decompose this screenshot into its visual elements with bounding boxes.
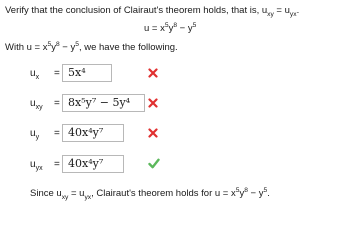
conclusion-eq: = u [68, 188, 85, 199]
prompt-text [5, 5, 299, 17]
conclusion-minus: − y [247, 188, 264, 199]
conclusion-text [30, 188, 270, 200]
row-ux-var: u [30, 68, 36, 79]
function-mid: y [168, 23, 174, 34]
with-line [5, 42, 178, 54]
with-exp3: 5 [75, 40, 79, 48]
incorrect-x-icon [148, 98, 158, 108]
conclusion-exp2: 8 [244, 186, 248, 194]
with-exp1: 5 [47, 40, 52, 48]
function-exp2: 8 [173, 21, 178, 29]
function-lhs: u = x [144, 23, 165, 34]
with-mid: y [51, 42, 56, 53]
incorrect-x-icon [148, 128, 158, 138]
function-minus: − y [177, 23, 193, 34]
row-ux-answer-field[interactable]: 5x⁴ [62, 64, 112, 82]
row-uy-equals: = [54, 128, 60, 139]
function-equation [144, 23, 196, 35]
prompt-sub-yx: yx [289, 10, 297, 18]
incorrect-x-icon [148, 68, 158, 78]
function-exp3: 5 [192, 21, 197, 29]
row-uxy-var: u [30, 98, 36, 109]
prompt-eq: = u [273, 5, 290, 16]
row-uxy-sub: xy [35, 104, 43, 111]
with-exp2: 8 [55, 40, 60, 48]
conclusion-mid: y [239, 188, 245, 199]
row-uy-sub: y [35, 134, 40, 141]
row-uxy-equals: = [54, 98, 60, 109]
row-uyx-equals: = [54, 159, 60, 170]
row-uyx-var: u [30, 159, 36, 170]
correct-check-icon [148, 158, 160, 169]
conclusion-body: , Clairaut's theorem holds for u = x [91, 188, 236, 199]
conclusion-exp3: 5 [263, 186, 268, 194]
row-uy-answer-field[interactable]: 40x⁴y⁷ [62, 124, 124, 142]
row-ux-label [30, 68, 39, 80]
row-ux-sub: x [35, 74, 40, 81]
function-exp1: 5 [164, 21, 169, 29]
with-minus: − y [59, 42, 76, 53]
row-uy-var: u [30, 128, 36, 139]
row-uxy-answer-field[interactable]: 8x⁵y⁷ − 5y⁴ [62, 94, 145, 112]
row-uyx-label [30, 159, 43, 171]
conclusion-since: Since u [30, 188, 62, 199]
prompt-end: . [296, 5, 300, 16]
prompt-sub-xy: xy [267, 10, 274, 18]
conclusion-end: . [267, 188, 270, 199]
prompt-lead: Verify that the conclusion of Clairaut's theorem holds, that is, u [5, 5, 268, 16]
conclusion-sub-yx: yx [84, 193, 92, 201]
row-uyx-answer-field[interactable]: 40x⁴y⁷ [62, 155, 124, 173]
row-uy-label [30, 128, 39, 140]
row-uyx-sub: yx [35, 165, 43, 172]
with-suffix: , we have the following. [78, 42, 178, 53]
conclusion-exp1: 5 [235, 186, 240, 194]
with-prefix: With u = x [5, 42, 48, 53]
row-uxy-label [30, 98, 43, 110]
conclusion-sub-xy: xy [61, 193, 69, 201]
row-ux-equals: = [54, 68, 60, 79]
